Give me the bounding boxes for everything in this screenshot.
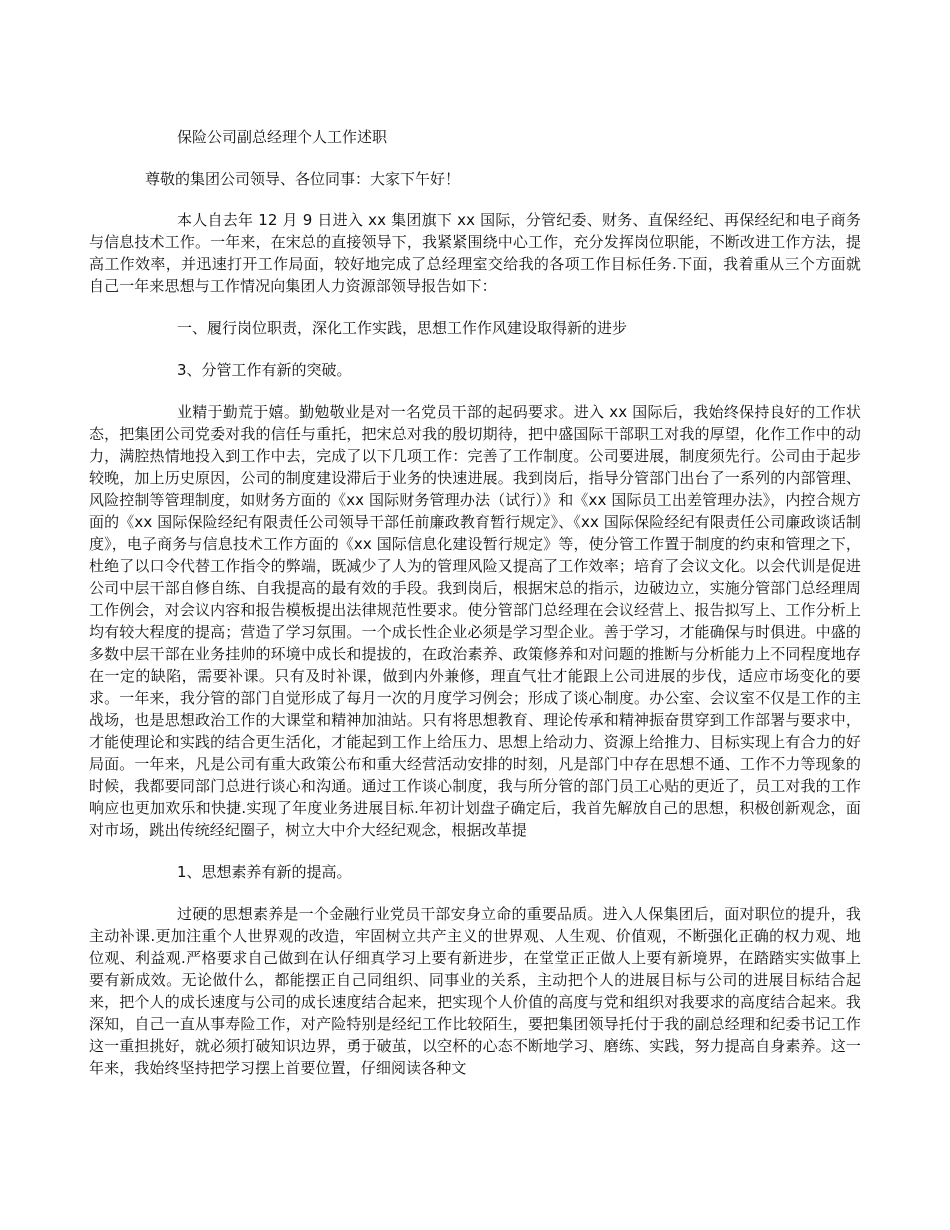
section-1-heading: 一、履行岗位职责，深化工作实践，思想工作作风建设取得新的进步: [177, 319, 628, 337]
greeting-line: 尊敬的集团公司领导、各位同事：大家下午好！: [145, 170, 461, 188]
intro-paragraph: 本人自去年 12 月 9 日进入 xx 集团旗下 xx 国际，分管纪委、财务、直保经纪、再保经纪和电子商务与信息技术工作。一年来，在宋总的直接领导下，我紧紧围绕中心工作，充分发挥岗位职能，不断改进工作方法，提高工作效率，并迅速打开工作局面，较好地完成了总经理室交给我的各项工作目标任务.下面，我着重从三个方面就自己一年来思想与工作情况向集团人力资源部领导报告如下：: [89, 211, 861, 295]
document-page: [89, 126, 861, 1099]
document-title: 保险公司副总经理个人工作述职: [177, 128, 388, 146]
subsection-1-body: 过硬的思想素养是一个金融行业党员干部安身立命的重要品质。进入人保集团后，面对职位的提升，我主动补课.更加注重个人世界观的改造，牢固树立共产主义的世界观、人生观、价值观，不断强化正确的权力观、地位观、利益观.严格要求自己做到在认仔细真学习上要有新进步，在堂堂正正做人上要有新境界，在踏踏实实做事上要有新成效。无论做什么，都能摆正自己同组织、同事业的关系，主动把个人的进展目标与公司的进展目标结合起来，把个人的成长速度与公司的成长速度结合起来，把实现个人价值的高度与党和组织对我要求的高度结合起来。我深知，自己一直从事寿险工作，对产险特别是经纪工作比较陌生，要把集团领导托付于我的副总经理和纪委书记工作这一重担挑好，就必须打破知识边界，勇于破茧，以空杯的心态不断地学习、磨练、实践，努力提高自身素养。这一年来，我始终坚持把学习摆上首要位置，仔细阅读各种文: [89, 905, 861, 1077]
subsection-1-heading: 1、思想素养有新的提高。: [177, 863, 352, 881]
subsection-3-heading: 3、分管工作有新的突破。: [177, 361, 352, 379]
subsection-3-body: 业精于勤荒于嬉。勤勉敬业是对一名党员干部的起码要求。进入 xx 国际后，我始终保持良好的工作状态，把集团公司党委对我的信任与重托，把宋总对我的殷切期待，把中盛国际干部职工对我的厚望，化作工作中的动力，满腔热情地投入到工作中去，完成了以下几项工作：完善了工作制度。公司要进展，制度须先行。公司由于起步较晚，加上历史原因，公司的制度建设滞后于业务的快速进展。我到岗后，指导分管部门出台了一系列的内部管理、风险控制等管理制度，如财务方面的《xx 国际财务管理办法（试行）》和《xx 国际员工出差管理办法》，内控合规方面的《xx 国际保险经纪有限责任公司领导干部任前廉政教育暂行规定》、《xx 国际保险经纪有限责任公司廉政谈话制度》，电子商务与信息技术工作方面的《xx 国际信息化建设暂行规定》等，使分管工作置于制度的约束和管理之下，杜绝了以口令代替工作指令的弊端，既减少了人为的管理风险又提高了工作效率；培育了会议文化。以会代训是促进公司中层干部自修自练、自我提高的最有效的手段。我到岗后，根据宋总的指示，边破边立，实施分管部门总经理周工作例会，对会议内容和报告模板提出法律规范性要求。使分管部门总经理在会议经营上、报告拟写上、工作分析上均有较大程度的提高；营造了学习氛围。一个成长性企业必须是学习型企业。善于学习，才能确保与时俱进。中盛的多数中层干部在业务挂帅的环境中成长和提拔的，在政治素养、政策修养和对问题的推断与分析能力上不同程度地存在一定的缺陷，需要补课。只有及时补课，做到内外兼修，理直气壮才能跟上公司进展的步伐，适应市场变化的要求。一年来，我分管的部门自觉形成了每月一次的月度学习例会；形成了谈心制度。办公室、会议室不仅是工作的主战场，也是思想政治工作的大课堂和精神加油站。只有将思想教育、理论传承和精神振奋贯穿到工作部署与要求中，才能使理论和实践的结合更生活化，才能起到工作上给压力、思想上给动力、资源上给推力、目标实现上有合力的好局面。一年来，凡是公司有重大政策公布和重大经营活动安排的时刻，凡是部门中存在思想不通、工作不力等现象的时候，我都要同部门总进行谈心和沟通。通过工作谈心制度，我与所分管的部门员工心贴的更近了，员工对我的工作响应也更加欢乐和快捷.实现了年度业务进展目标.年初计划盘子确定后，我首先解放自己的思想，积极创新观念，面对市场，跳出传统经纪圈子，树立大中介大经纪观念，根据改革提: [89, 403, 861, 839]
